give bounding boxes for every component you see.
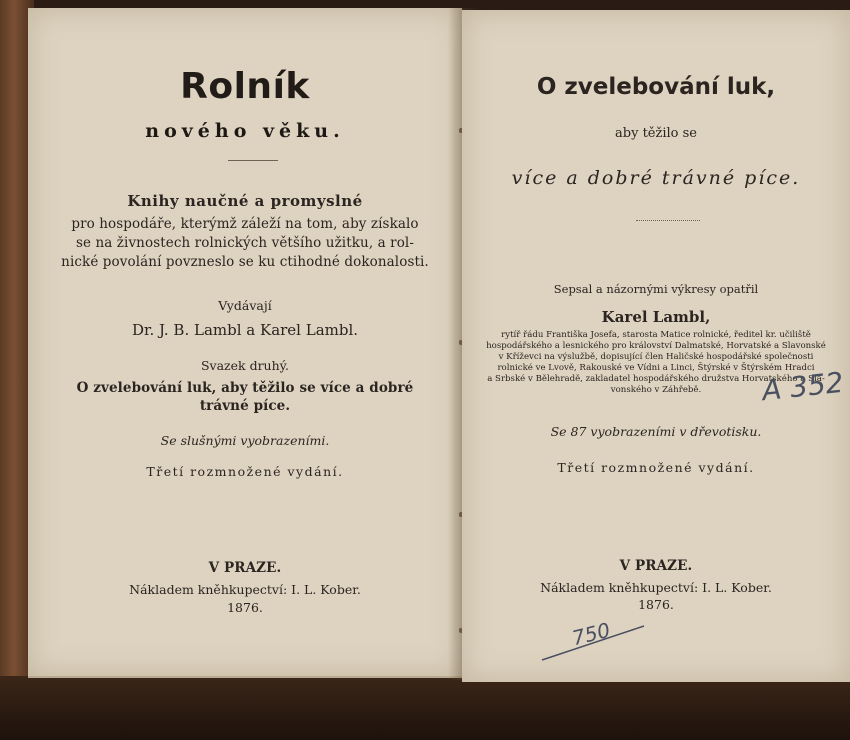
description-line: pro hospodáře, kterýmž záleží na tom, aby získalo: [71, 216, 419, 232]
author-bio-line: a Srbské v Bělehradě, zakladatel hospodářského družstva Horvatského a Sla-: [487, 374, 825, 384]
author-bio-line: rytíř řádu Františka Josefa, starosta Matice rolnické, ředitel kr. učiliště: [501, 330, 811, 340]
author-bio-line: hospodářského a lesnického pro království Dalmatské, Horvatské a Slavonské: [486, 341, 826, 351]
description-line: se na živnostech rolnických většího užitku, a rol-: [75, 235, 415, 251]
left-page: [28, 8, 462, 678]
imprint-city: V PRAZE.: [208, 560, 282, 576]
series-subtitle: nového věku.: [145, 120, 345, 142]
volume-title-line: O zvelebování luk, aby těžilo se více a dobré: [76, 380, 414, 396]
pencil-stroke: [540, 622, 650, 662]
author-bio-line: vonského v Záhřebě.: [610, 385, 702, 395]
edition-note: Třetí rozmnožené vydání.: [557, 460, 755, 475]
illustrations-note: Se 87 vyobrazeními v dřevotisku.: [550, 424, 762, 439]
handwritten-shelfmark: A 352: [760, 365, 846, 408]
book-subtitle-small: aby těžilo se: [615, 126, 697, 141]
handwritten-number: 750: [569, 617, 613, 651]
description-line: nické povolání povzneslo se ku ctihodné dokonalosti.: [61, 254, 429, 270]
publishers-names: Dr. J. B. Lambl a Karel Lambl.: [131, 321, 359, 339]
imprint-year: 1876.: [227, 600, 263, 615]
author-bio-line: rolnické ve Lvově, Rakouské ve Vídni a Linci, Štýrské v Štýrském Hradci: [497, 363, 815, 373]
author-name: Karel Lambl,: [601, 308, 711, 326]
book-title: O zvelebování luk,: [536, 74, 776, 100]
author-bio-line: v Kříževci na výslužbě, dopisující člen Haličské hospodářské společnosti: [498, 352, 814, 362]
imprint-publisher: Nákladem kněhkupectví: I. L. Kober.: [129, 582, 361, 597]
book-subtitle-large: více a dobré trávné píce.: [511, 167, 801, 189]
right-page: [462, 10, 850, 682]
series-title: Rolník: [180, 66, 310, 107]
imprint-year: 1876.: [638, 597, 674, 612]
book-cover-edge: [0, 676, 850, 740]
volume-title-line: trávné píce.: [199, 398, 291, 414]
volume-label: Svazek druhý.: [200, 358, 290, 373]
series-heading: Knihy naučné a promyslné: [127, 192, 363, 210]
imprint-city: V PRAZE.: [619, 558, 693, 574]
illustrations-note: Se slušnými vyobrazeními.: [160, 433, 330, 448]
divider: [636, 220, 700, 221]
publishers-label: Vydávají: [218, 298, 272, 313]
edition-note: Třetí rozmnožené vydání.: [146, 464, 344, 479]
imprint-publisher: Nákladem kněhkupectví: I. L. Kober.: [540, 580, 772, 595]
compiled-by-note: Sepsal a názornými výkresy opatřil: [553, 282, 759, 296]
divider: [228, 160, 278, 161]
